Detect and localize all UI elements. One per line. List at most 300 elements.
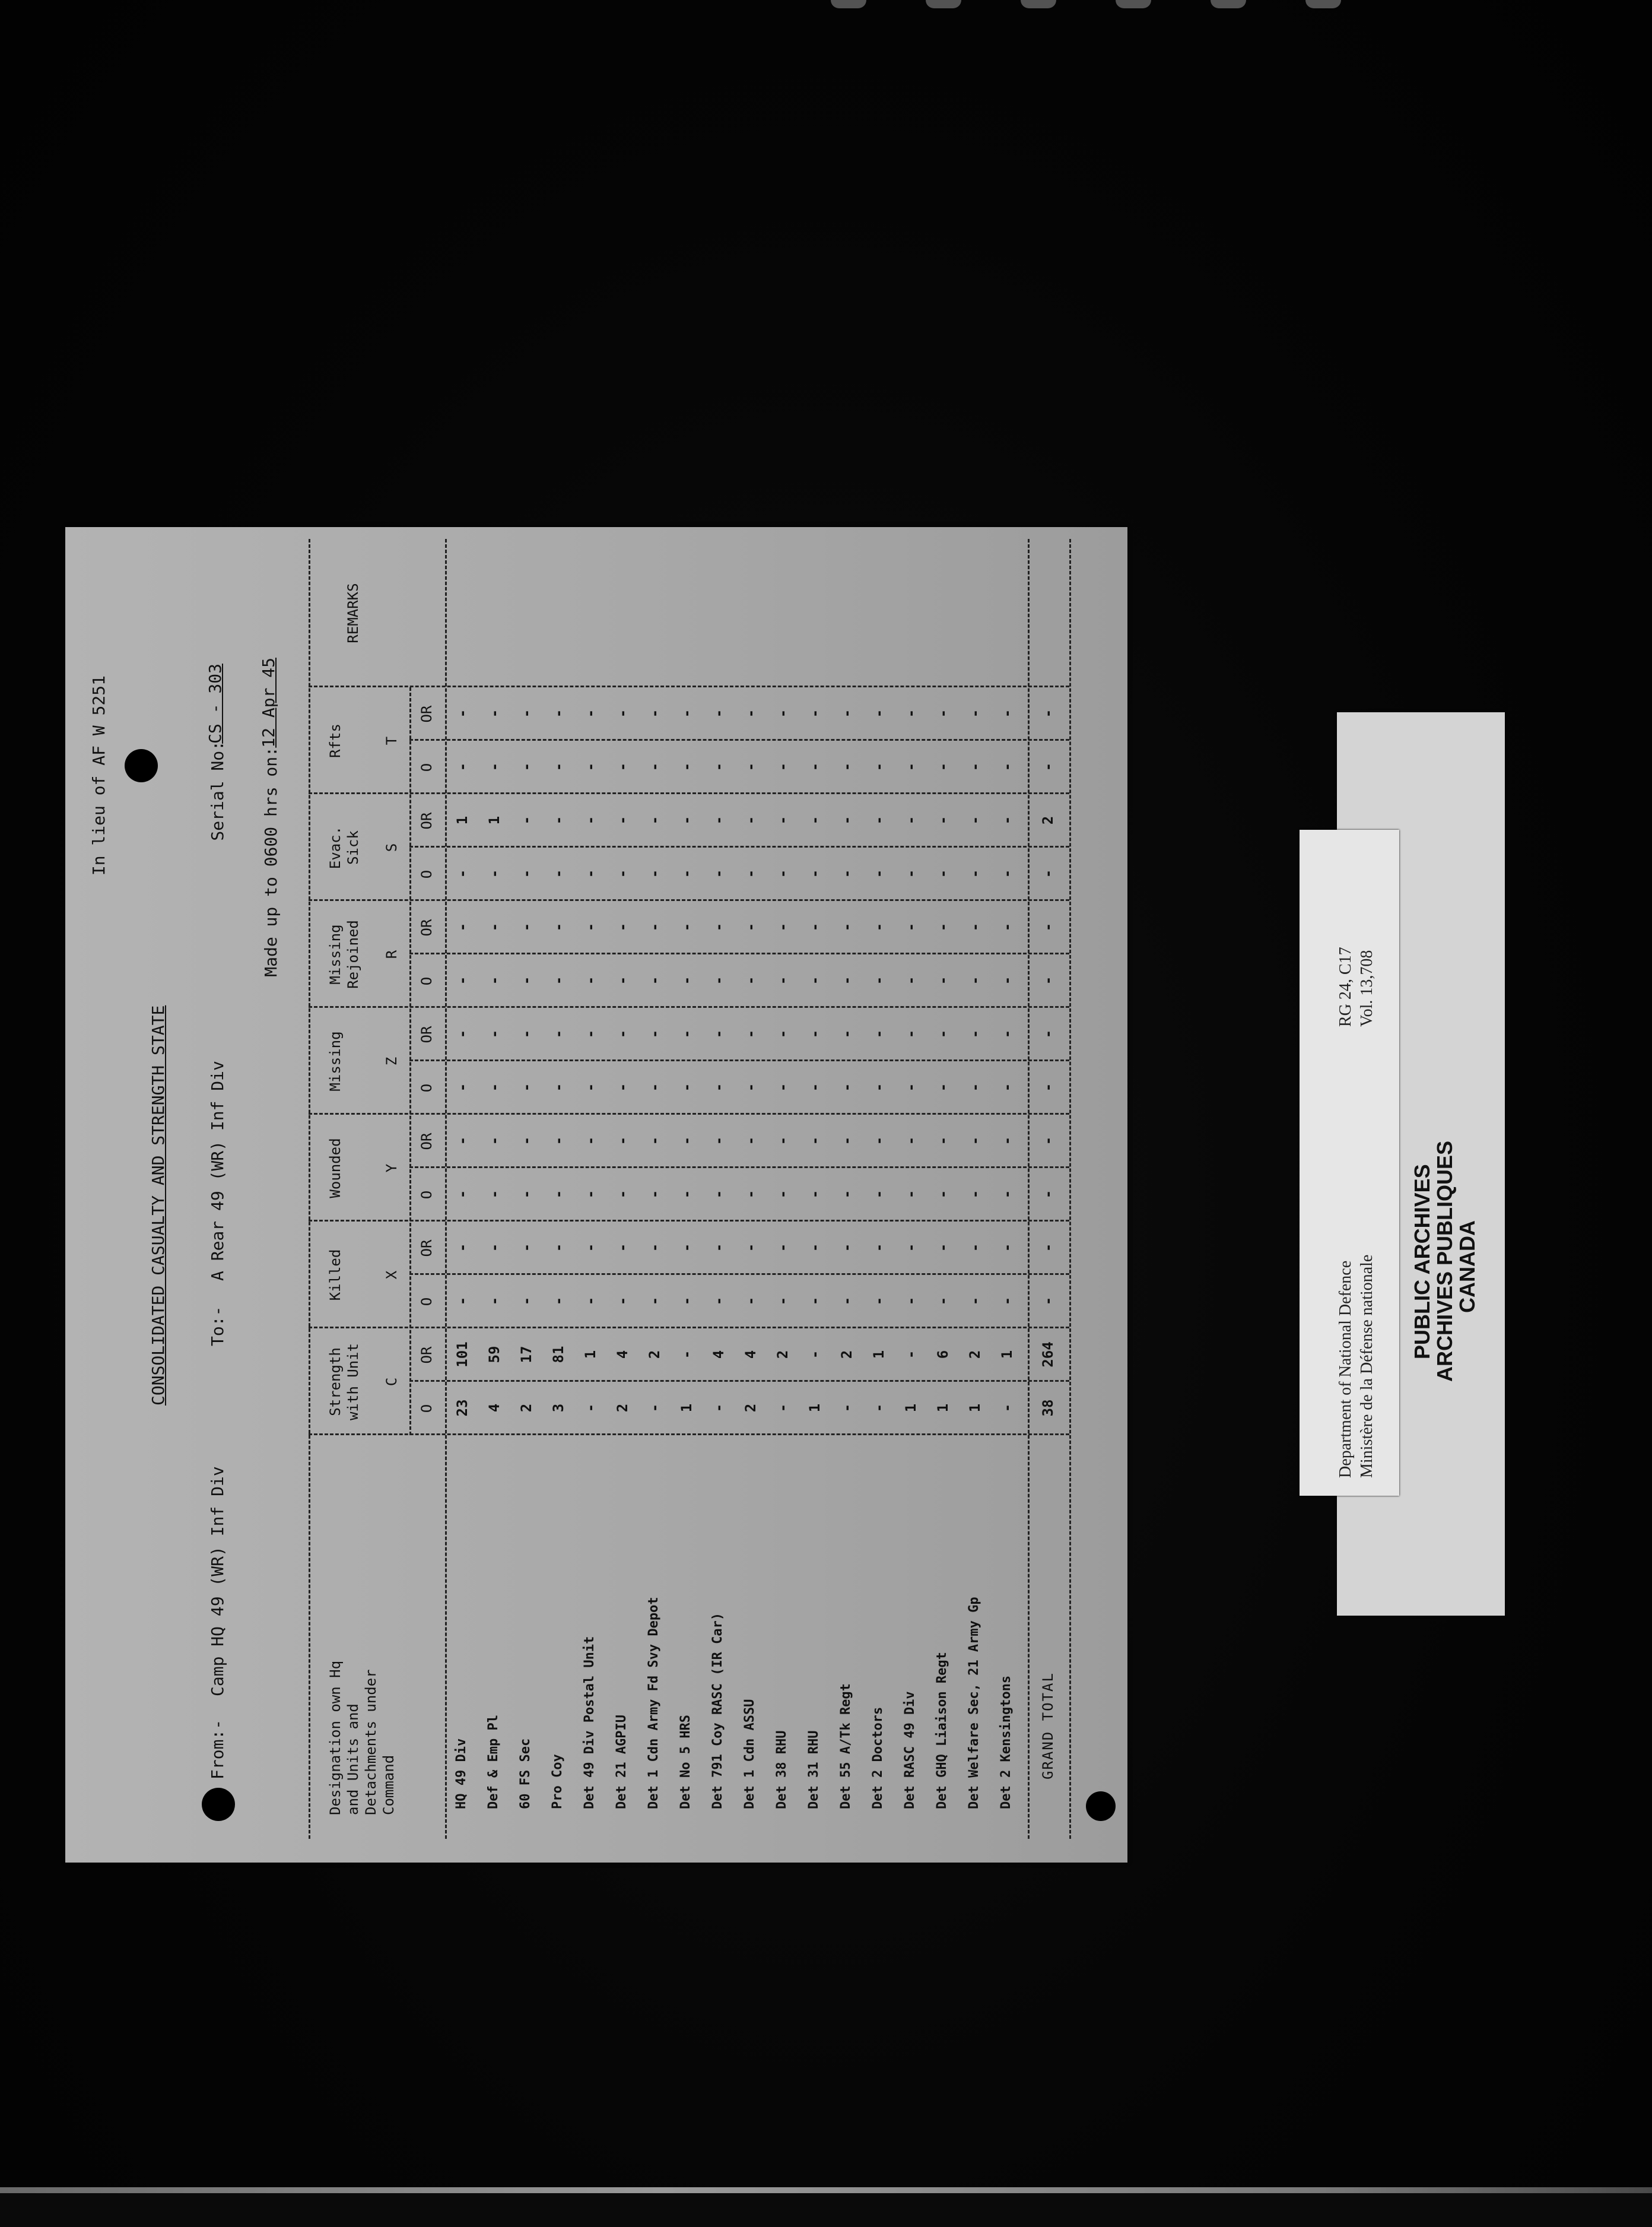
table-row-unit: Det 55 A/Tk Regt [838,1683,853,1809]
table-cell: - [967,1083,983,1092]
table-cell: - [454,1243,471,1252]
table-cell: - [582,1029,599,1039]
table-cell: - [903,1083,919,1092]
table-cell: 2 [774,1350,791,1359]
table-cell: - [486,1029,503,1039]
table-cell: - [454,1296,471,1306]
column-group-letter: T [383,736,400,745]
table-rule [309,1433,1069,1435]
table-cell: 1 [454,816,471,825]
table-cell: - [710,762,727,772]
table-cell: - [550,1083,567,1092]
table-cell: - [678,1350,695,1359]
table-cell: - [935,816,951,825]
table-rule [309,539,310,1839]
table-cell: - [678,816,695,825]
table-cell: 1 [935,1403,951,1413]
table-cell: - [999,816,1015,825]
table-cell: - [871,1189,887,1199]
table-cell: - [454,1083,471,1092]
table-cell: - [454,1189,471,1199]
table-cell: - [678,1136,695,1146]
column-group-header: Wounded [327,1138,344,1198]
table-cell: 1 [967,1403,983,1413]
table-cell: - [518,762,535,772]
table-cell: 1 [999,1350,1015,1359]
table-cell: - [999,1189,1015,1199]
table-rule [409,1166,1069,1168]
table-rule [309,1220,1069,1222]
table-cell: - [550,1189,567,1199]
table-cell: - [550,1029,567,1039]
table-cell: - [678,1296,695,1306]
table-cell: - [646,869,663,878]
sub-header-o: O [418,1404,435,1413]
table-cell: - [838,816,855,825]
sub-header-or: OR [418,1346,435,1364]
table-cell: - [838,922,855,932]
column-group-header: Missing Rejoined [327,920,361,989]
table-cell: - [742,709,759,718]
column-group-letter: Y [383,1163,400,1173]
grand-total-cell: - [1040,976,1056,985]
table-cell: 3 [550,1403,567,1413]
grand-total-cell: - [1040,762,1056,772]
table-cell: - [774,1243,791,1252]
table-row-unit: Det Welfare Sec, 21 Army Gp [967,1597,981,1809]
column-group-header: Evac. Sick [327,826,361,870]
table-cell: 4 [742,1350,759,1359]
table-cell: - [871,816,887,825]
table-cell: - [838,869,855,878]
table-cell: - [454,869,471,878]
table-cell: - [774,976,791,985]
form-title: CONSOLIDATED CASUALTY AND STRENGTH STATE [148,1005,168,1406]
table-cell: - [999,709,1015,718]
table-cell: - [646,976,663,985]
sub-header-o: O [418,976,435,986]
table-cell: - [518,1136,535,1146]
table-cell: - [518,1189,535,1199]
table-rule [1028,539,1030,1839]
grand-total-cell: - [1040,1029,1056,1039]
form-rotated-wrapper [65,527,1127,1863]
table-cell: 1 [806,1403,823,1413]
table-cell: - [710,922,727,932]
table-row-unit: Det 31 RHU [806,1730,821,1809]
table-cell: - [999,922,1015,932]
table-cell: - [935,922,951,932]
table-cell: - [999,762,1015,772]
table-cell: - [614,1296,631,1306]
table-cell: - [935,1189,951,1199]
table-cell: - [550,869,567,878]
table-cell: - [710,976,727,985]
table-cell: - [582,709,599,718]
table-cell: - [486,709,503,718]
table-row-unit: Det GHQ Liaison Regt [935,1652,949,1809]
table-cell: - [742,762,759,772]
table-cell: - [999,976,1015,985]
table-cell: - [935,1296,951,1306]
table-cell: - [582,869,599,878]
table-row-unit: Det No 5 HRS [678,1715,693,1809]
table-cell: - [646,762,663,772]
from-label: From:- [208,1719,227,1779]
table-cell: - [614,922,631,932]
column-group-header: Killed [327,1249,344,1301]
table-cell: - [550,816,567,825]
table-cell: - [742,1136,759,1146]
table-cell: - [903,709,919,718]
table-row-unit: HQ 49 Div [454,1738,469,1809]
film-perforation [926,0,961,8]
table-cell: - [871,869,887,878]
sub-header-or: OR [418,812,435,830]
table-row-unit: Det 2 Kensingtons [999,1675,1014,1809]
table-cell: - [582,816,599,825]
table-cell: - [967,1296,983,1306]
table-cell: 59 [486,1346,503,1363]
table-cell: 4 [614,1350,631,1359]
table-rule [409,739,1069,741]
table-cell: - [454,762,471,772]
table-cell: - [967,1136,983,1146]
table-cell: - [967,709,983,718]
table-cell: - [774,762,791,772]
table-rule [309,1006,1069,1008]
table-cell: - [999,1403,1015,1413]
from-value: Camp HQ 49 (WR) Inf Div [208,1466,227,1696]
table-cell: - [678,1243,695,1252]
table-cell: 4 [486,1403,503,1413]
table-cell: - [806,869,823,878]
table-cell: - [614,816,631,825]
table-cell: - [582,922,599,932]
table-cell: - [486,762,503,772]
table-cell: - [582,1189,599,1199]
table-cell: - [742,816,759,825]
table-cell: 101 [454,1341,471,1368]
table-cell: - [806,762,823,772]
table-cell: - [678,762,695,772]
table-cell: - [871,1083,887,1092]
grand-total-cell: 264 [1040,1341,1056,1368]
table-rule [409,1059,1069,1061]
table-cell: - [806,976,823,985]
table-cell: - [550,1296,567,1306]
sub-header-o: O [418,1190,435,1200]
grand-total-cell: - [1040,1189,1056,1199]
table-cell: - [646,1243,663,1252]
table-cell: 1 [903,1403,919,1413]
table-cell: - [806,922,823,932]
sub-header-o: O [418,870,435,879]
grand-total-label: GRAND TOTAL [1040,1672,1056,1779]
table-cell: - [742,1189,759,1199]
table-cell: - [678,1189,695,1199]
form-reference: In lieu of AF W 5251 [89,675,109,876]
casualty-strength-form [65,527,1127,1863]
table-cell: 6 [935,1350,951,1359]
sub-header-or: OR [418,705,435,723]
table-cell: - [518,1029,535,1039]
table-row-unit: Def & Emp Pl [486,1715,501,1809]
table-cell: - [838,709,855,718]
table-cell: - [678,1029,695,1039]
table-rule [309,792,1069,794]
grand-total-cell: 38 [1040,1399,1056,1417]
archive-line-1: PUBLIC ARCHIVES [1410,1164,1434,1359]
table-cell: - [871,1296,887,1306]
table-cell: - [646,816,663,825]
table-cell: - [742,869,759,878]
department-en: Department of National Defence [1336,1260,1355,1478]
to-label: To:- [208,1306,227,1346]
table-cell: - [999,1083,1015,1092]
archive-department [1335,1255,1378,1478]
table-cell: - [454,976,471,985]
column-group-header: Rfts [327,724,344,758]
table-cell: - [614,976,631,985]
table-cell: - [614,1029,631,1039]
table-cell: 1 [582,1350,599,1359]
table-cell: - [678,976,695,985]
table-cell: - [903,762,919,772]
table-cell: - [903,1296,919,1306]
table-cell: - [518,709,535,718]
table-cell: - [806,816,823,825]
table-cell: - [967,1029,983,1039]
table-cell: - [518,1296,535,1306]
table-rule [409,1273,1069,1275]
grand-total-cell: - [1040,1243,1056,1252]
table-cell: - [774,1189,791,1199]
column-group-letter: R [383,950,400,959]
table-cell: - [806,1083,823,1092]
column-group-header: Strength with Unit [327,1343,361,1421]
table-cell: - [646,1403,663,1413]
table-cell: - [774,1083,791,1092]
film-perforation [831,0,866,8]
table-cell: - [774,922,791,932]
table-cell: - [871,1403,887,1413]
table-cell: - [678,1083,695,1092]
table-cell: - [742,1296,759,1306]
table-cell: - [518,922,535,932]
table-cell: - [806,1243,823,1252]
table-cell: - [454,922,471,932]
table-cell: - [838,1296,855,1306]
table-cell: - [967,922,983,932]
punch-hole [1086,1791,1116,1821]
table-cell: - [582,1243,599,1252]
table-rule [409,1380,1069,1382]
column-group-letter: Z [383,1057,400,1066]
table-cell: - [871,1136,887,1146]
table-cell: - [903,816,919,825]
table-cell: - [838,1029,855,1039]
made-up-label: Made up to 0600 hrs on: [261,747,281,977]
table-cell: - [935,1136,951,1146]
table-cell: - [774,1403,791,1413]
table-cell: - [454,1136,471,1146]
volume: Vol. 13,708 [1358,950,1376,1027]
table-cell: - [871,709,887,718]
table-cell: - [646,1136,663,1146]
table-cell: - [806,1189,823,1199]
column-group-header: Missing [327,1031,344,1092]
table-cell: - [518,1083,535,1092]
table-cell: - [871,1243,887,1252]
table-cell: - [550,762,567,772]
table-cell: - [999,1029,1015,1039]
archive-line-3: CANADA [1455,1220,1479,1313]
table-cell: - [806,709,823,718]
column-group-letter: C [383,1377,400,1387]
table-cell: - [486,869,503,878]
table-cell: - [806,1350,823,1359]
table-cell: - [967,869,983,878]
table-rule [409,687,411,1435]
table-cell: - [710,1243,727,1252]
film-edge-dark [0,2193,1652,2227]
table-cell: 23 [454,1399,471,1417]
table-cell: - [838,1403,855,1413]
punch-hole [125,749,158,782]
table-cell: - [967,762,983,772]
table-row-unit: 60 FS Sec [518,1738,533,1809]
film-perforation [1116,0,1151,8]
table-row-unit: Det 1 Cdn ASSU [742,1699,757,1809]
sub-header-or: OR [418,1239,435,1257]
table-cell: - [518,869,535,878]
sub-header-or: OR [418,1026,435,1043]
table-cell: - [838,1189,855,1199]
table-rule [409,846,1069,848]
table-cell: - [486,922,503,932]
table-cell: - [999,869,1015,878]
table-cell: - [742,922,759,932]
table-rule [309,1113,1069,1115]
table-cell: - [710,1136,727,1146]
table-cell: - [806,1296,823,1306]
table-cell: - [550,1243,567,1252]
table-cell: - [871,762,887,772]
table-cell: - [871,976,887,985]
column-group-letter: S [383,843,400,852]
table-cell: 2 [646,1350,663,1359]
table-cell: - [614,1243,631,1252]
table-cell: - [582,1136,599,1146]
table-cell: - [678,869,695,878]
table-cell: - [486,1296,503,1306]
table-cell: - [935,1083,951,1092]
table-cell: - [710,1029,727,1039]
grand-total-cell: - [1040,709,1056,718]
grand-total-cell: - [1040,922,1056,932]
table-row-unit: Det RASC 49 Div [903,1691,917,1809]
table-cell: - [742,976,759,985]
table-cell: - [646,1189,663,1199]
sub-header-o: O [418,1083,435,1093]
grand-total-cell: - [1040,1136,1056,1146]
table-cell: - [454,1029,471,1039]
table-cell: - [582,1403,599,1413]
table-cell: - [710,816,727,825]
table-cell: - [967,976,983,985]
table-cell: - [935,1029,951,1039]
table-cell: 4 [710,1350,727,1359]
table-row-unit: Det 21 AGPIU [614,1715,629,1809]
table-cell: - [614,1083,631,1092]
table-rule [409,953,1069,954]
table-cell: 1 [486,816,503,825]
table-cell: - [582,976,599,985]
table-cell: - [774,1029,791,1039]
table-cell: - [646,709,663,718]
sub-header-or: OR [418,1132,435,1150]
table-cell: - [710,1403,727,1413]
table-cell: - [935,762,951,772]
table-cell: - [582,1296,599,1306]
table-rule [445,539,447,1839]
table-cell: - [935,869,951,878]
table-cell: 81 [550,1346,567,1363]
table-cell: - [999,1296,1015,1306]
table-cell: 2 [742,1403,759,1413]
column-group-letter: X [383,1270,400,1280]
serial-label: Serial No: [208,741,227,841]
film-perforation [1305,0,1341,8]
table-cell: - [903,869,919,878]
table-rule [1069,539,1071,1839]
table-cell: - [518,976,535,985]
table-cell: - [550,922,567,932]
table-cell: - [486,1189,503,1199]
table-cell: - [710,1296,727,1306]
table-rule [309,899,1069,901]
table-cell: - [582,762,599,772]
table-cell: - [903,976,919,985]
table-cell: - [710,709,727,718]
table-cell: - [614,709,631,718]
grand-total-cell: - [1040,1296,1056,1306]
table-cell: - [614,1136,631,1146]
table-cell: - [774,709,791,718]
table-cell: - [550,976,567,985]
table-cell: - [518,1243,535,1252]
table-cell: - [710,1189,727,1199]
table-row-unit: Det 2 Doctors [871,1706,885,1809]
punch-hole [202,1788,235,1821]
table-cell: - [806,1136,823,1146]
table-cell: - [903,1189,919,1199]
table-cell: - [806,1029,823,1039]
department-fr: Ministère de la Défense nationale [1358,1254,1376,1478]
table-cell: - [646,1296,663,1306]
table-row-unit: Det 1 Cdn Army Fd Svy Depot [646,1597,661,1809]
table-row-unit: Pro Coy [550,1754,565,1809]
table-cell: - [646,1083,663,1092]
sub-header-o: O [418,763,435,772]
table-cell: - [967,1243,983,1252]
made-up-value: 12 Apr 45 [259,658,278,748]
table-cell: - [838,976,855,985]
table-cell: - [999,1243,1015,1252]
table-cell: - [742,1029,759,1039]
table-cell: - [838,1136,855,1146]
